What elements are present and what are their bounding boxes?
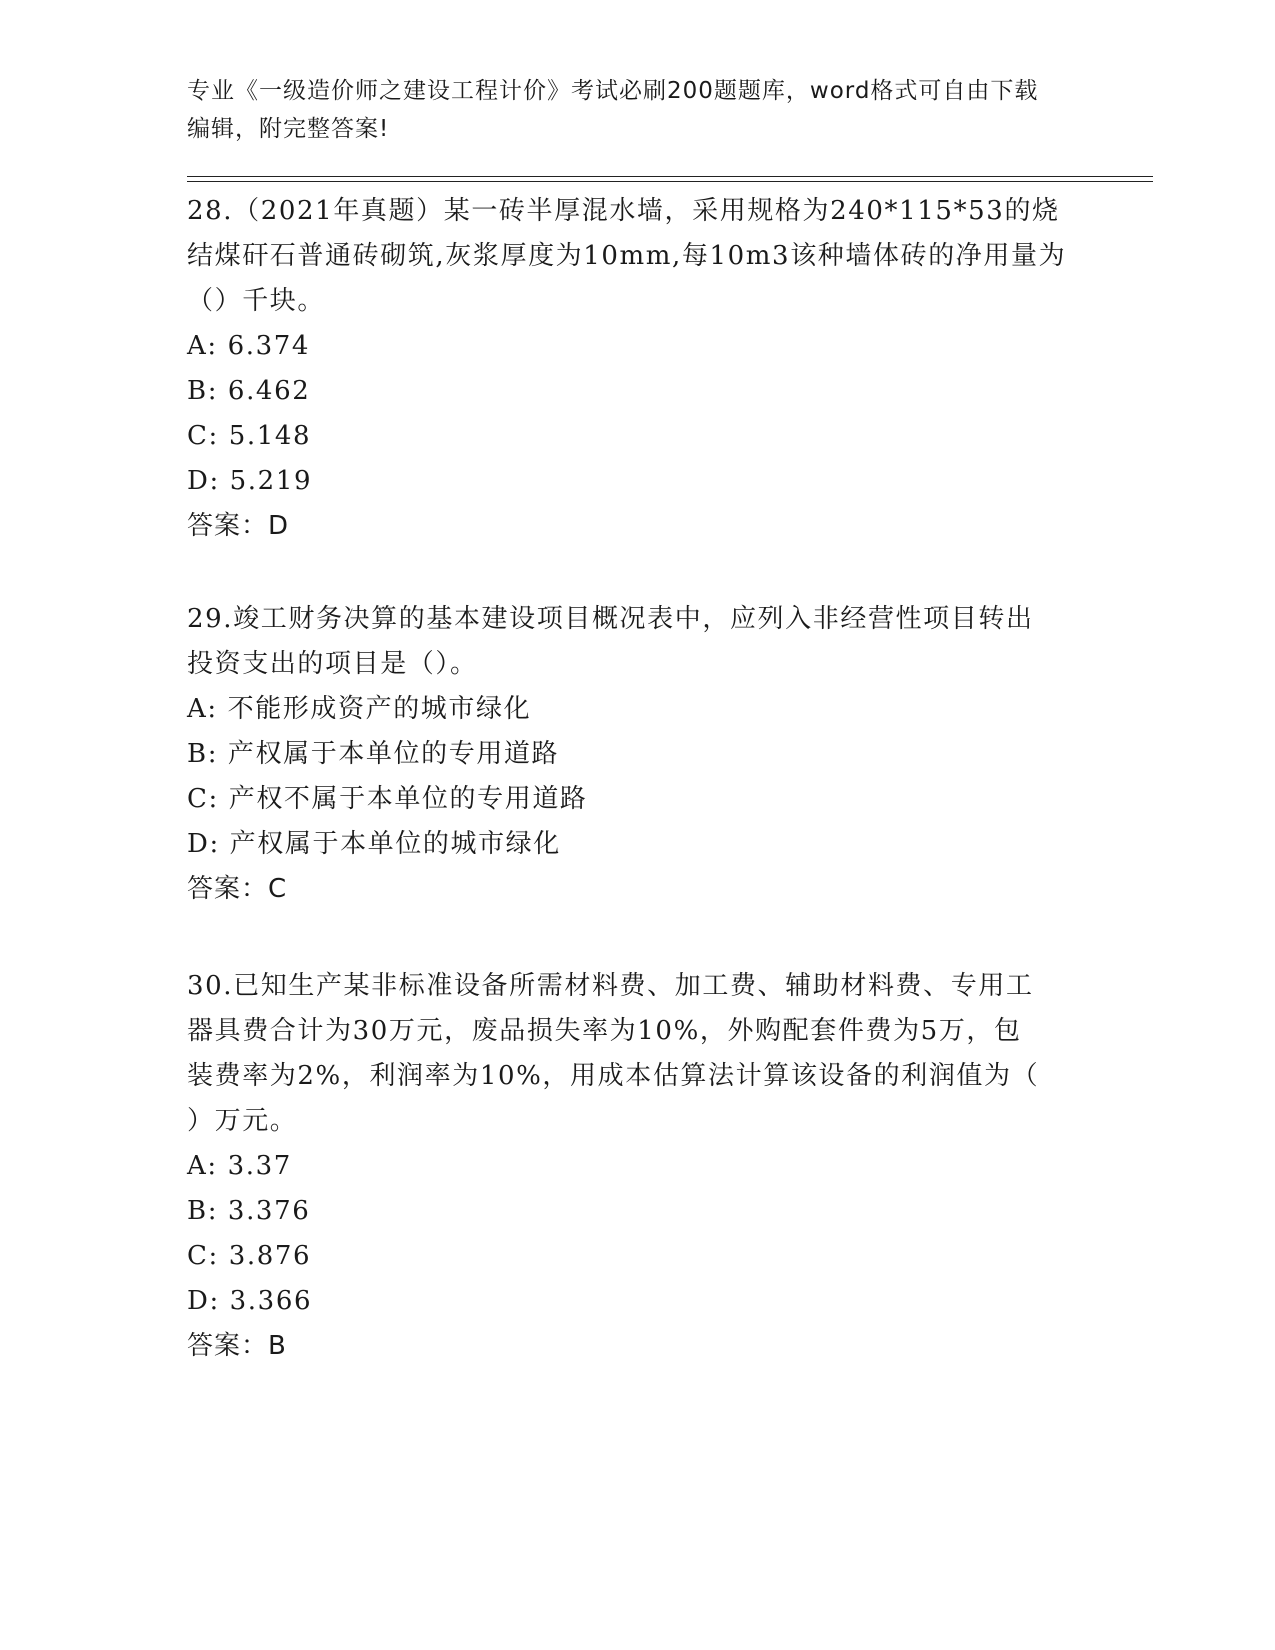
question-29 bbox=[187, 597, 1087, 912]
header-divider-top bbox=[187, 176, 1153, 177]
question-28 bbox=[187, 189, 1087, 549]
option-d: D: 产权属于本单位的城市绿化 bbox=[187, 829, 561, 859]
question-stem-line: 29.竣工财务决算的基本建设项目概况表中，应列入非经营性项目转出 bbox=[187, 604, 1034, 634]
option-a: A: 6.374 bbox=[187, 331, 311, 361]
document-header bbox=[187, 72, 1067, 148]
header-line-1: 专业《一级造价师之建设工程计价》考试必刷200题题库，word格式可自由下载 bbox=[187, 78, 1039, 104]
question-stem-line: 装费率为2%，利润率为10%，用成本估算法计算该设备的利润值为（ bbox=[187, 1061, 1040, 1091]
answer-line: 答案：B bbox=[187, 1331, 287, 1361]
answer-line: 答案：D bbox=[187, 511, 290, 541]
option-a: A: 不能形成资产的城市绿化 bbox=[187, 694, 532, 724]
question-30 bbox=[187, 964, 1087, 1369]
option-a: A: 3.37 bbox=[187, 1151, 292, 1181]
option-c: C: 5.148 bbox=[187, 421, 312, 451]
option-c: C: 3.876 bbox=[187, 1241, 312, 1271]
question-stem-line: （）千块。 bbox=[187, 286, 326, 316]
option-c: C: 产权不属于本单位的专用道路 bbox=[187, 784, 588, 814]
header-line-2: 编辑，附完整答案! bbox=[187, 116, 390, 142]
question-stem-line: 28.（2021年真题）某一砖半厚混水墙，采用规格为240*115*53的烧 bbox=[187, 196, 1060, 226]
question-stem-line: 器具费合计为30万元，废品损失率为10%，外购配套件费为5万，包 bbox=[187, 1016, 1022, 1046]
header-divider-bottom bbox=[187, 181, 1153, 182]
option-d: D: 3.366 bbox=[187, 1286, 313, 1316]
question-stem-line: 结煤矸石普通砖砌筑,灰浆厚度为10mm,每10m3该种墙体砖的净用量为 bbox=[187, 241, 1067, 271]
question-stem-line: ）万元。 bbox=[187, 1106, 298, 1136]
option-d: D: 5.219 bbox=[187, 466, 313, 496]
option-b: B: 6.462 bbox=[187, 376, 311, 406]
option-b: B: 产权属于本单位的专用道路 bbox=[187, 739, 560, 769]
question-stem-line: 投资支出的项目是（）。 bbox=[187, 649, 478, 679]
answer-line: 答案：C bbox=[187, 874, 288, 904]
question-stem-line: 30.已知生产某非标准设备所需材料费、加工费、辅助材料费、专用工 bbox=[187, 971, 1034, 1001]
option-b: B: 3.376 bbox=[187, 1196, 311, 1226]
